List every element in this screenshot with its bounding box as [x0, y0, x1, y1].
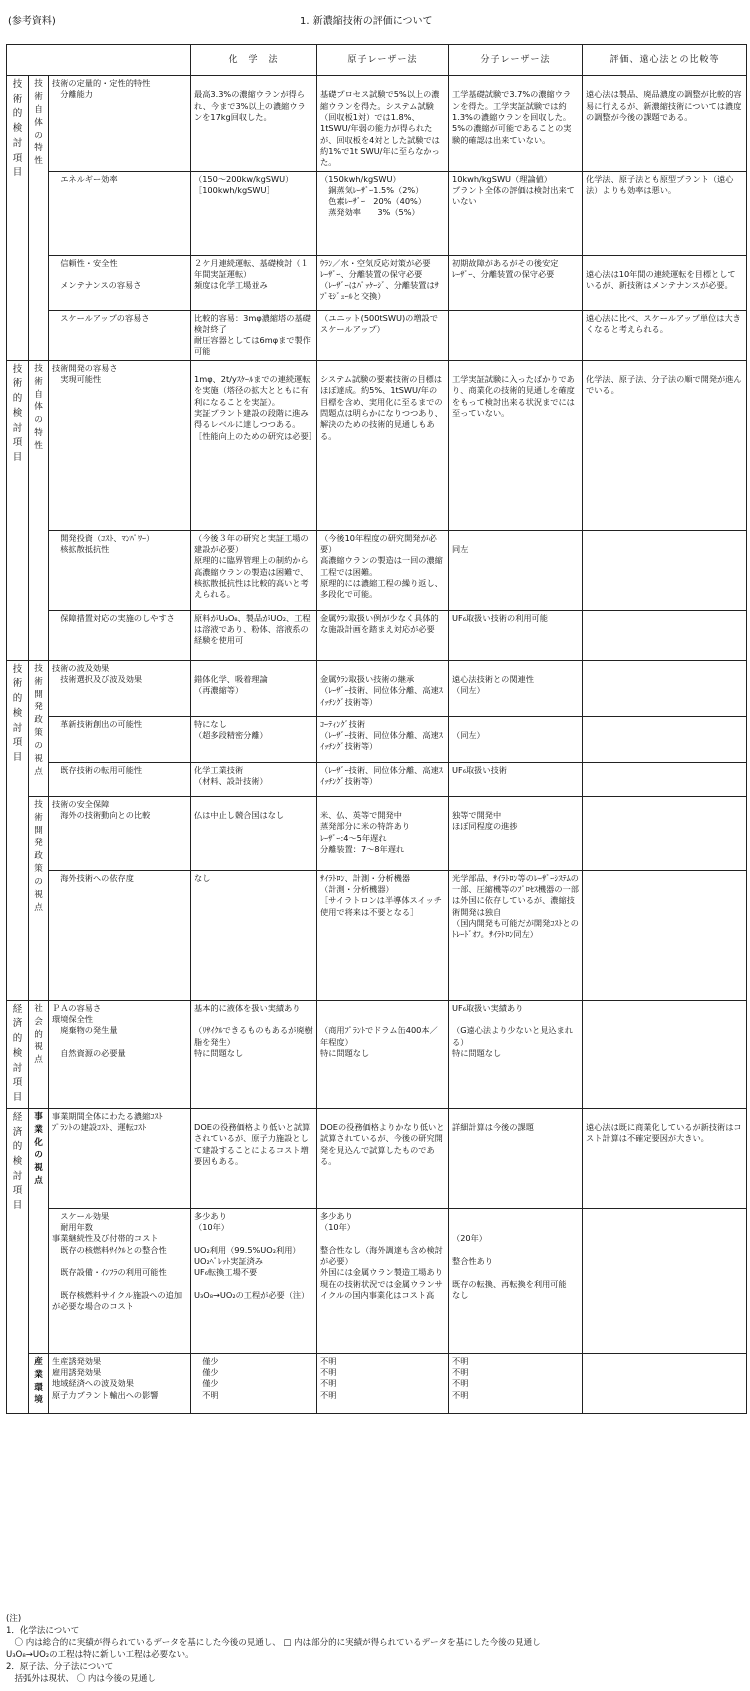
vertical-char: 的	[12, 393, 23, 405]
molecular-cell: 工学基礎試験で3.7%の濃縮ウランを得た。工学実証試験では約1.3%の濃縮ウランを回収した。5%の濃縮が可能であることの実験的確認は出来ていない。	[449, 76, 583, 172]
chemical-cell: 錯体化学、吸着理論 （再濃縮等）	[191, 660, 317, 716]
item-cell: 技術の波及効果 技術選択及び波及効果	[49, 660, 191, 716]
vertical-char: 視	[34, 889, 43, 900]
atomic-cell: （ユニット(500tSWU)の増設でスケールアップ）	[317, 310, 449, 360]
vertical-char: 術	[34, 91, 43, 102]
item-cell: 技術開発の容易さ 実現可能性	[49, 360, 191, 530]
vertical-char: 術	[34, 812, 43, 823]
vertical-char: 業	[34, 1369, 43, 1380]
evaluation-cell	[583, 610, 747, 660]
vertical-char: 討	[12, 422, 23, 434]
vertical-char: 技	[12, 79, 23, 90]
table-row	[7, 171, 747, 255]
subsection-label	[29, 76, 49, 361]
evaluation-cell	[583, 870, 747, 1000]
vertical-char: 経	[12, 1111, 23, 1123]
vertical-char: 済	[12, 1126, 23, 1138]
atomic-cell: ｺｰﾃｨﾝｸﾞ技術 （ﾚｰｻﾞｰ技術、同位体分離、高速ｽｲｯﾁﾝｸﾞ技術等）	[317, 716, 449, 762]
atomic-cell: 多少あり （10年） 整合性なし（海外調達も含め検討が必要） 外国には金属ウラン製造工場あり 現在の技術状況では金属ウランサイクルの国内事業化はコスト高	[317, 1208, 449, 1353]
vertical-char: 術	[12, 93, 23, 105]
table-row	[7, 360, 747, 530]
vertical-char: 技	[34, 799, 43, 810]
vertical-char: 術	[12, 678, 23, 690]
item-cell: 海外技術への依存度	[49, 870, 191, 1000]
vertical-char: 目	[12, 167, 23, 179]
item-cell: エネルギー効率	[49, 171, 191, 255]
vertical-char: 業	[34, 1124, 43, 1135]
molecular-cell: （20年） 整合性あり 既存の転換、再転換を利用可能 なし	[449, 1208, 583, 1353]
evaluation-cell	[583, 716, 747, 762]
vertical-char: の	[34, 130, 43, 141]
section-label	[7, 76, 29, 361]
vertical-char: 討	[12, 722, 23, 734]
molecular-cell: 光学部品、ｻｲﾗﾄﾛﾝ等のﾚｰｻﾞｰｼｽﾃﾑの一部、圧縮機等のﾌﾟﾛｾｽ機器の一部は外国に依存しているが、濃縮技術開発は独自 （国内開発も可能だが開発ｺｽﾄとのﾄﾚｰﾄﾞｵﾌ。ｻｲﾗﾄﾛﾝ同左）	[449, 870, 583, 1000]
molecular-cell: UF₆取扱い技術	[449, 762, 583, 796]
vertical-char: 政	[34, 715, 43, 726]
table-row	[7, 530, 747, 610]
vertical-char: 技	[34, 79, 43, 89]
molecular-cell: 同左	[449, 530, 583, 610]
molecular-cell: 遠心法技術との関連性 （同左）	[449, 660, 583, 716]
vertical-char: 点	[34, 1055, 43, 1066]
atomic-cell: DOEの役務価格よりかなり低いと試算されているが、今後の研究開発を見込んで試算したものである。	[317, 1108, 449, 1208]
atomic-cell: （150kwh/kgSWU） 銅蒸気ﾚｰｻﾞｰ1.5%（2%） 色素ﾚｰｻﾞｰ 20%（40%） 蒸発効率 3%（5%）	[317, 171, 449, 255]
item-cell: 事業期間全体にわたる濃縮ｺｽﾄ ﾌﾟﾗﾝﾄの建設ｺｽﾄ、運転ｺｽﾄ	[49, 1108, 191, 1208]
vertical-char: 特	[34, 428, 43, 439]
vertical-char: 開	[34, 825, 43, 836]
item-cell: 技術の定量的・定性的特性 分離能力	[49, 76, 191, 172]
vertical-char: 技	[34, 363, 43, 374]
atomic-cell: （商用ﾌﾟﾗﾝﾄでドラム缶400本／年程度） 特に問題なし	[317, 1000, 449, 1108]
vertical-char: 視	[34, 1163, 43, 1174]
item-cell: 既存技術の転用可能性	[49, 762, 191, 796]
vertical-char: 体	[34, 117, 43, 128]
item-cell: 開発投資（ｺｽﾄ、ﾏﾝﾊﾟﾜｰ） 核拡散抵抗性	[49, 530, 191, 610]
vertical-char: 点	[34, 766, 43, 777]
molecular-cell: （同左）	[449, 716, 583, 762]
vertical-char: 産	[34, 1356, 43, 1367]
vertical-char: 項	[12, 1077, 23, 1089]
vertical-char: 技	[12, 363, 23, 375]
chemical-cell: 1mφ、2t/yｽｹｰﾙまでの連続運転を実施（塔径の拡大とともに有利になることを実証）。 実証プラント建設の段階に進み得るレベルに達しつつある。 ［性能向上のための研究は必要］	[191, 360, 317, 530]
vertical-char: 自	[34, 104, 43, 115]
table-row	[7, 1353, 747, 1413]
vertical-char: 境	[34, 1395, 43, 1406]
subsection-label	[29, 660, 49, 796]
table-row	[7, 870, 747, 1000]
atomic-cell: （ﾚｰｻﾞｰ技術、同位体分離、高速ｽｲｯﾁﾝｸﾞ技術等）	[317, 762, 449, 796]
vertical-char: 検	[12, 1047, 23, 1059]
vertical-char: 検	[12, 407, 23, 419]
atomic-cell: （今後10年程度の研究開発が必要） 高濃縮ウランの製造は一回の濃縮工程では困難。 原理的には濃縮工程の繰り返し、多段化で可能。	[317, 530, 449, 610]
vertical-char: 術	[34, 676, 43, 687]
evaluation-cell	[583, 1208, 747, 1353]
vertical-char: 目	[12, 452, 23, 464]
atomic-cell: システム試験の要素技術の目標はほぼ達成。約5%、1tSWU/年の目標を含め、実用化に至るまでの問題点は明らかになりつつあり、解決のための技術的見通しもある。	[317, 360, 449, 530]
chemical-cell: DOEの役務価格より低いと試算されているが、原子力施設として建設することによるコスト増要因もある。	[191, 1108, 317, 1208]
chemical-cell: なし	[191, 870, 317, 1000]
chemical-cell: 基本的に液体を扱い実績あり （ﾘｻｲｸﾙできるものもあるが廃樹脂を発生） 特に問題なし	[191, 1000, 317, 1108]
chemical-cell: （150〜200kw/kgSWU） ［100kwh/kgSWU］	[191, 171, 317, 255]
evaluation-cell: 遠心法は10年間の連続運転を目標としているが、新技術はメンテナンスが必要。	[583, 255, 747, 310]
vertical-char: 発	[34, 838, 43, 849]
vertical-char: 点	[34, 1176, 43, 1187]
vertical-char: 的	[12, 693, 23, 705]
evaluation-cell	[583, 796, 747, 870]
vertical-char: 的	[12, 1141, 23, 1153]
doc-label: (参考資料)	[8, 16, 56, 27]
col-header-evaluation: 評価、遠心法との比較等	[583, 45, 747, 76]
table-row	[7, 762, 747, 796]
molecular-cell	[449, 310, 583, 360]
vertical-char: 技	[12, 663, 23, 675]
vertical-char: 特	[34, 143, 43, 154]
vertical-char: 済	[12, 1018, 23, 1030]
chemical-cell: 原料がU₃O₈、製品がUO₂、工程は溶液であり、粉体、溶液系の経験を使用可	[191, 610, 317, 660]
vertical-char: 策	[34, 864, 43, 875]
vertical-char: 検	[12, 1155, 23, 1167]
vertical-char: 自	[34, 389, 43, 400]
section-label	[7, 1000, 29, 1108]
vertical-char: 検	[12, 123, 23, 135]
vertical-char: 討	[12, 1062, 23, 1074]
table-row	[7, 310, 747, 360]
item-cell: 生産誘発効果 雇用誘発効果 地域経済への波及効果 原子力プラント輸出への影響	[49, 1353, 191, 1413]
chemical-cell: 化学工業技術 （材料、設計技術）	[191, 762, 317, 796]
table-row	[7, 1208, 747, 1353]
vertical-char: 経	[12, 1003, 23, 1015]
table-header-row	[7, 45, 747, 76]
chemical-cell: ２ケ月連続運転、基礎検討（１年間実証運転） 頻度は化学工場並み	[191, 255, 317, 310]
section-label	[7, 660, 29, 1000]
subsection-label	[29, 796, 49, 1000]
item-cell: 保障措置対応の実施のしやすさ	[49, 610, 191, 660]
vertical-char: 点	[34, 902, 43, 913]
table-row	[7, 796, 747, 870]
atomic-cell: 金属ｳﾗﾝ取扱い技術の継承 （ﾚｰｻﾞｰ技術、同位体分離、高速ｽｲｯﾁﾝｸﾞ技術等）	[317, 660, 449, 716]
item-cell: 信頼性・安全性 メンテナンスの容易さ	[49, 255, 191, 310]
item-cell: 技術の安全保障 海外の技術動向との比較	[49, 796, 191, 870]
chemical-cell: 比較的容易：3mφ濃縮塔の基礎検討終了 耐圧容器としては6mφまで製作可能	[191, 310, 317, 360]
vertical-char: 社	[34, 1003, 43, 1014]
footnotes	[6, 1613, 746, 1685]
note-line: 〇 内は総合的に実績が得られているデータを基にした今後の見通し、 □ 内は部分的に実績が得られているデータを基にした今後の見通し	[6, 1638, 541, 1649]
section-label	[7, 360, 29, 660]
vertical-char: 策	[34, 728, 43, 739]
vertical-char: 技	[34, 663, 43, 674]
vertical-char: 的	[12, 108, 23, 120]
molecular-cell: 工学実証試験に入ったばかりであり、商業化の技術的見通しを確度をもって検討出来る状況までには至っていない。	[449, 360, 583, 530]
evaluation-cell	[583, 530, 747, 610]
molecular-cell: UF₆取扱い実績あり （G遠心法より少ないと見込まれる） 特に問題なし	[449, 1000, 583, 1108]
atomic-cell: 金属ｳﾗﾝ取扱い例が少なく具体的な施設計画を踏まえ対応が必要	[317, 610, 449, 660]
note-line: (注)	[6, 1614, 22, 1624]
table-row	[7, 716, 747, 762]
vertical-char: 術	[12, 378, 23, 390]
vertical-char: 事	[34, 1111, 43, 1122]
note-line: 1．化学法について	[6, 1626, 80, 1637]
table-row	[7, 255, 747, 310]
table-row	[7, 1000, 747, 1108]
evaluation-cell: 化学法、原子法、分子法の順で開発が進んでいる。	[583, 360, 747, 530]
section-label	[7, 1108, 29, 1413]
molecular-cell: UF₆取扱い技術の利用可能	[449, 610, 583, 660]
vertical-char: 体	[34, 402, 43, 413]
atomic-cell: ｳﾗﾝ／水・空気反応対策が必要 ﾚｰｻﾞｰ、分離装置の保守必要 （ﾚｰｻﾞｰはﾊﾟｯｹｰｼﾞ、分離装置はｻﾌﾞﾓｼﾞｭｰﾙと交換）	[317, 255, 449, 310]
vertical-char: 項	[12, 152, 23, 164]
vertical-char: 化	[34, 1137, 43, 1148]
subsection-label	[29, 1353, 49, 1413]
vertical-char: 政	[34, 851, 43, 862]
vertical-char: 討	[12, 137, 23, 149]
vertical-char: 項	[12, 737, 23, 749]
header-blank	[7, 45, 191, 76]
chemical-cell: （今後３年の研究と実証工場の建設が必要） 原理的に臨界管理上の制約から高濃縮ウランの製造は困難で、核拡散抵抗性は比較的高いと考えられる。	[191, 530, 317, 610]
subsection-label	[29, 1108, 49, 1353]
vertical-char: 環	[34, 1382, 43, 1393]
evaluation-cell	[583, 1000, 747, 1108]
evaluation-table	[6, 44, 747, 1414]
vertical-char: の	[34, 877, 43, 888]
vertical-char: 的	[12, 1033, 23, 1045]
evaluation-cell: 化学法、原子法とも原型プラント（遠心法）よりも効率は悪い。	[583, 171, 747, 255]
evaluation-cell	[583, 1353, 747, 1413]
vertical-char: の	[34, 1150, 43, 1161]
evaluation-cell	[583, 660, 747, 716]
subsection-label	[29, 1000, 49, 1108]
vertical-char: 性	[34, 156, 43, 167]
item-cell: 革新技術創出の可能性	[49, 716, 191, 762]
chemical-cell: 僅少 僅少 僅少 不明	[191, 1353, 317, 1413]
doc-title: 1. 新濃縮技術の評価について	[300, 16, 433, 27]
table-row	[7, 76, 747, 172]
vertical-char: 討	[12, 1170, 23, 1182]
vertical-char: 視	[34, 753, 43, 764]
chemical-cell: 特になし （超多段精密分離）	[191, 716, 317, 762]
vertical-char: 性	[34, 441, 43, 452]
subsection-label	[29, 360, 49, 660]
atomic-cell: ｻｲﾗﾄﾛﾝ、計測・分析機器 （計測・分析機器） ［サイラトロンは半導体スイッチ使用で将来は不要となる］	[317, 870, 449, 1000]
vertical-char: 検	[12, 707, 23, 719]
chemical-cell: 仏は中止し競合国はなし	[191, 796, 317, 870]
col-header-chemical: 化 学 法	[191, 45, 317, 76]
note-line: 2．原子法、分子法について	[6, 1662, 114, 1673]
vertical-char: 会	[34, 1016, 43, 1027]
col-header-molecular-laser: 分子レーザー法	[449, 45, 583, 76]
evaluation-cell: 遠心法は既に商業化しているが新技術はコスト計算は不確定要因が大きい。	[583, 1108, 747, 1208]
molecular-cell: 不明 不明 不明 不明	[449, 1353, 583, 1413]
vertical-char: 視	[34, 1042, 43, 1053]
vertical-char: 発	[34, 702, 43, 713]
table-row	[7, 1108, 747, 1208]
item-cell: スケールアップの容易さ	[49, 310, 191, 360]
molecular-cell: 10kwh/kgSWU（理論値） プラント全体の評価は検討出来ていない	[449, 171, 583, 255]
chemical-cell: 多少あり （10年） UO₂利用（99.5%UO₂利用） UO₂ﾍﾟﾚｯﾄ実証済み UF₆転換工場不要 U₃O₈→UO₂の工程が必要（注）	[191, 1208, 317, 1353]
molecular-cell: 初期故障があるがその後安定 ﾚｰｻﾞｰ、分離装置の保守必要	[449, 255, 583, 310]
vertical-char: の	[34, 415, 43, 426]
table-row	[7, 660, 747, 716]
table-row	[7, 610, 747, 660]
vertical-char: 項	[12, 1185, 23, 1197]
vertical-char: 目	[12, 1092, 23, 1104]
atomic-cell: 米、仏、英等で開発中 蒸発部分に米の特許あり ﾚｰｻﾞｰ:4〜5年遅れ 分離装置：7〜8年遅れ	[317, 796, 449, 870]
molecular-cell: 詳細計算は今後の課題	[449, 1108, 583, 1208]
vertical-char: 目	[12, 1200, 23, 1212]
atomic-cell: 不明 不明 不明 不明	[317, 1353, 449, 1413]
item-cell: スケール効果 耐用年数 事業継続性及び付帯的コスト 既存の核燃料ｻｲｸﾙとの整合性 既存設備・ｲﾝﾌﾗの利用可能性 既存核燃料サイクル施設への追加が必要な場合のコスト	[49, 1208, 191, 1353]
vertical-char: 的	[34, 1029, 43, 1040]
vertical-char: の	[34, 741, 43, 752]
vertical-char: 項	[12, 437, 23, 449]
vertical-char: 開	[34, 689, 43, 700]
note-line: 括弧外は現状、 〇 内は今後の見通し	[6, 1674, 156, 1685]
evaluation-cell	[583, 762, 747, 796]
chemical-cell: 最高3.3%の濃縮ウランが得られ、今まで3%以上の濃縮ウランを17kg回収した。	[191, 76, 317, 172]
atomic-cell: 基礎プロセス試験で5%以上の濃縮ウランを得た。システム試験（回収板1対）では1.8%、1tSWU/年弱の能力が得られたが、回収板を4対とした試験では約1%で1t SWU/年に至らなかった。	[317, 76, 449, 172]
vertical-char: 術	[34, 376, 43, 387]
note-line: U₃O₈→UO₂の工程は特に新しい工程は必要ない。	[6, 1650, 194, 1661]
item-cell: ＰＡの容易さ 環境保全性 廃棄物の発生量 自然資源の必要量	[49, 1000, 191, 1108]
col-header-atomic-laser: 原子レーザー法	[317, 45, 449, 76]
evaluation-cell: 遠心法に比べ、スケールアップ単位は大きくなると考えられる。	[583, 310, 747, 360]
vertical-char: 目	[12, 752, 23, 764]
evaluation-cell: 遠心法は製品、廃品濃度の調整が比較的容易に行えるが、新濃縮技術については濃度の調整が今後の課題である。	[583, 76, 747, 172]
molecular-cell: 独等で開発中 ほぼ同程度の進捗	[449, 796, 583, 870]
